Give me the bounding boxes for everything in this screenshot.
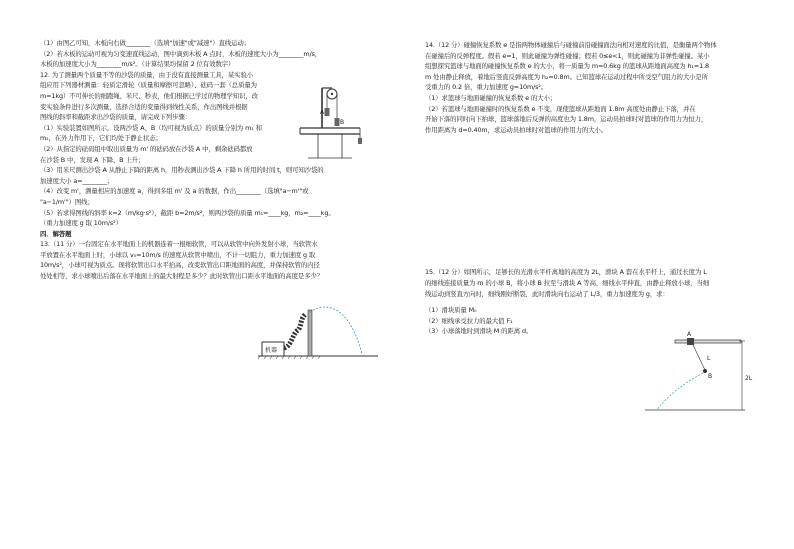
q12-line: （重力加速度 g 取 10m/s²） (40, 219, 122, 228)
q11-line: （1）由图乙可知，木板向右做________（选填"加速"或"减速"）直线运动； (40, 39, 250, 47)
q12-line: （3）用米尺测出沙袋 A 从静止下降的距离 h，用秒表测出沙袋 A 下降 h 所用的时间 t，则可知沙袋的 (40, 166, 324, 175)
q13-line: 13.（11 分）一台固定在水平地面上的机器连着一根细软管，可以从软管中向外发射小球，当软管水 (40, 240, 318, 249)
q15-line: （3）小球落地时到滑块 M 的距离 d。 (425, 327, 533, 336)
q12-line: 组应用下列器材测量：轻质定滑轮（质量和摩擦可忽略）、砝码一套（总质量为 (40, 81, 257, 90)
q12-line: 加速度大小 a=________； (40, 176, 114, 185)
q14-line: 开始下落的同时向下拍球，篮球落地后反弹的高度也为 1.8m，运动员拍球时对篮球的作用力为恒力， (425, 115, 708, 124)
q12-line: 变实验条件进行多次测量，选择合适的变量得到线性关系，作出图线并根据 (40, 102, 248, 111)
q11-line: 木板的加速度大小为________m/s²。（计算结果均保留 2 位有效数字） (40, 60, 235, 69)
fig15-label-b: B (708, 373, 713, 380)
q12-line: 在沙袋 B 中，发现 A 下降、B 上升； (40, 155, 145, 164)
q14-block (425, 40, 770, 135)
q12-line: 图线的斜率和截距求出沙袋的质量，请完成下列步骤： (40, 113, 191, 122)
q13-block (40, 239, 410, 281)
q12-line: m₂，在外力作用下，它们均处于静止状态； (40, 134, 162, 143)
machine-label: 机器 (265, 347, 278, 354)
fig15-label-a: A (687, 331, 692, 338)
fig15-label-l: L (707, 355, 711, 362)
q13-line: 处处相等，求小球喷出后落在水平地面上的最大射程是多少？此时软管出口距水平地面的高度是多少？ (40, 272, 324, 281)
pendulum-figure (645, 330, 755, 415)
section-heading: 四．解答题 (40, 229, 72, 238)
right-column (425, 0, 770, 337)
q15-line: 的细线连接质量为 m 的小球 B，将小球 B 拉至与滑块 A 等高，细线水平伸直，由静止释放小球，当细 (425, 278, 710, 287)
q12-line: （4）改变 m'，测量相应的加速度 a，得到多组 m' 及 a 的数据，作出________（选填"a−m'"或 (40, 187, 309, 196)
q12-line: 12. 为了测量两个质量不等的沙袋的质量，由于没有直接测量工具，某实验小 (40, 70, 254, 79)
q13-line: 10m/s²，小球可视为质点。现将软管出口水平抬高，改变软管出口距地面的高度，并保持软管的内径 (40, 261, 320, 270)
q14-line: 在碰撞后的反弹程度。假若 e=1，则此碰撞为弹性碰撞；假若 0≤e<1，则此碰撞为非弹性碰撞。某小 (425, 51, 710, 60)
fig12-label-a: A (320, 109, 325, 116)
q12-line: （2）从指定的砝码组中取出质量为 m' 的砝码放在沙袋 A 中，剩余砝码都放 (40, 144, 253, 153)
pulley-figure (298, 84, 378, 162)
q12-line: （1）实验装置如图所示，设两沙袋 A、B（均可视为质点）的质量分别为 m₁ 和 (40, 123, 262, 132)
q12-line: m=1kg）不可伸长的细跑绳、米尺、秒表，他们根据已学过的物理学知识，改 (40, 91, 258, 100)
q12-line: "a−1/m'"）图线； (40, 197, 94, 206)
q14-line: 受重力的 0.2 倍，重力加速度 g=10m/s²。 (425, 83, 548, 92)
q14-line: （1）求篮球与地面碰撞的恢复系数 e 的大小； (425, 93, 557, 102)
machine-figure (258, 300, 378, 360)
fig15-label-h: 2L (745, 375, 753, 382)
q14-line: 作用距离为 d=0.40m，求运动员拍球时对篮球的作用力的大小。 (425, 125, 608, 134)
q14-line: （2）若篮球与地面碰撞时的恢复系数 e 不变，现使篮球从距地面 1.8m 高度处由静止下落，并在 (425, 104, 696, 113)
q14-line: 组想探究篮球与地面的碰撞恢复系数 e 的大小，将一质量为 m=0.6kg 的篮球从距地面高度为 h₁=1.8 (425, 62, 709, 71)
q15-block (425, 267, 770, 337)
q11-block (40, 38, 410, 70)
q15-line: （2）细线承受拉力的最大值 F₁ (425, 316, 513, 325)
q13-line: 平放置在水平地面上时，小球以 v₀=10m/s 的速度从软管中喷出，不计一切阻力，重力加速度 g 取 (40, 250, 316, 259)
q11-line: （2）若木板的运动可视为匀变速直线运动，图中滴到木板 A 点时，木板的速度大小为________m/s， (40, 49, 322, 58)
fig12-label-b: B (340, 119, 345, 126)
q12-line: （5）若求得图线的斜率 k=2（m/kg·s²），截距 b=2m/s²，则两沙袋的质量 m₁=____kg，m₂=____kg。 (40, 208, 335, 217)
q15-line: 15.（12 分）如图所示，足够长的光滑水平杆离地的高度为 2L，滑块 A 套在水平杆上，通过长度为 L (425, 268, 707, 277)
q15-line: 线运动到竖直方向时，细线刚好断裂，此时滑块向右运动了 L/3，重力加速度为 g，求： (425, 289, 669, 298)
q14-line: 14.（12 分）碰撞恢复系数 e 是指两物体碰撞后与碰撞前沿碰撞面法向相对速度的比值，是衡量两个物体 (425, 41, 717, 49)
q14-line: m 处由静止释放，着地后竖直反弹高度为 h₂=0.8m。已知篮球在运动过程中所受空气阻力的大小是所 (425, 72, 708, 81)
q15-line: （1）滑块质量 M₀ (425, 306, 477, 315)
